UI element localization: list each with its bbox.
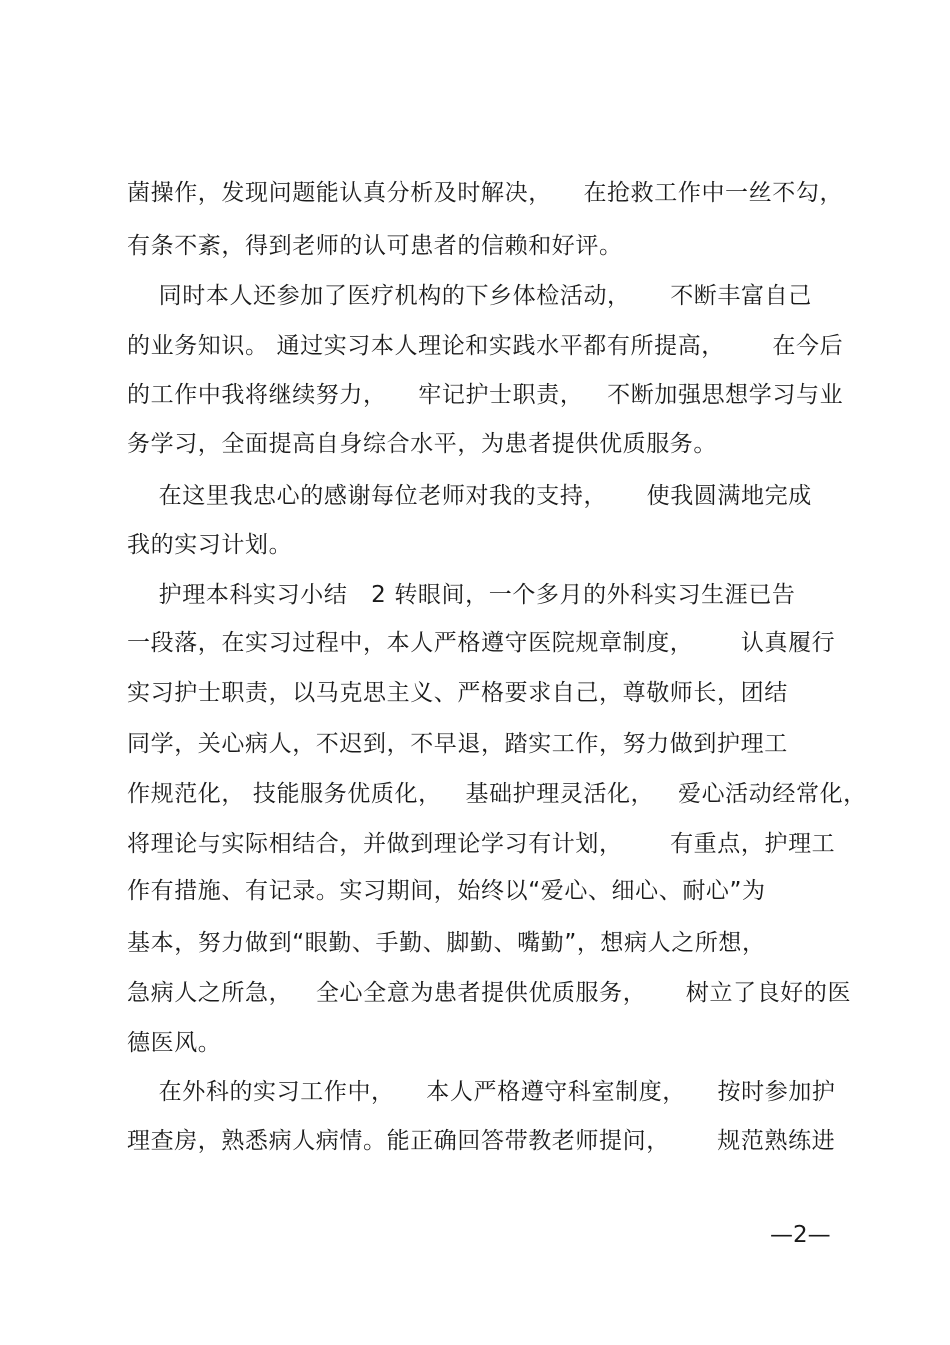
text-line: 务学习，全面提高自身综合水平，为患者提供优质服务。 xyxy=(127,431,717,457)
text-line: 的工作中我将继续努力， 牢记护士职责， 不断加强思想学习与业 xyxy=(127,382,844,408)
text-line: 的业务知识。 通过实习本人理论和实践水平都有所提高， 在今后 xyxy=(127,333,844,359)
text-line: 在外科的实习工作中， 本人严格遵守科室制度， 按时参加护 xyxy=(127,1079,836,1105)
text-line: 在这里我忠心的感谢每位老师对我的支持， 使我圆满地完成 xyxy=(127,483,812,509)
text-line: 同时本人还参加了医疗机构的下乡体检活动， 不断丰富自己 xyxy=(127,283,812,309)
page-number: —2— xyxy=(770,1222,831,1248)
text-line: 菌操作，发现问题能认真分析及时解决， 在抢救工作中一丝不勾， xyxy=(127,180,844,206)
text-line: 作规范化， 技能服务优质化， 基础护理灵活化， 爱心活动经常化， xyxy=(127,781,867,807)
text-line: 将理论与实际相结合，并做到理论学习有计划， 有重点，护理工 xyxy=(127,831,836,857)
text-line: 作有措施、有记录。实习期间，始终以“爱心、细心、耐心”为 xyxy=(127,878,766,904)
text-line: 护理本科实习小结 2 转眼间，一个多月的外科实习生涯已告 xyxy=(127,582,796,608)
text-line: 一段落，在实习过程中，本人严格遵守医院规章制度， 认真履行 xyxy=(127,630,836,656)
text-line: 急病人之所急， 全心全意为患者提供优质服务， 树立了良好的医 xyxy=(127,980,852,1006)
text-line: 实习护士职责，以马克思主义、严格要求自己，尊敬师长，团结 xyxy=(127,680,788,706)
text-line: 基本，努力做到“眼勤、手勤、脚勤、嘴勤”，想病人之所想， xyxy=(127,930,766,956)
text-line: 有条不紊，得到老师的认可患者的信赖和好评。 xyxy=(127,233,623,259)
text-line: 我的实习计划。 xyxy=(127,532,293,558)
text-line: 同学，关心病人，不迟到，不早退，踏实工作，努力做到护理工 xyxy=(127,731,788,757)
text-line: 理查房，熟悉病人病情。能正确回答带教老师提问， 规范熟练进 xyxy=(127,1128,836,1154)
text-line: 德医风。 xyxy=(127,1030,222,1056)
